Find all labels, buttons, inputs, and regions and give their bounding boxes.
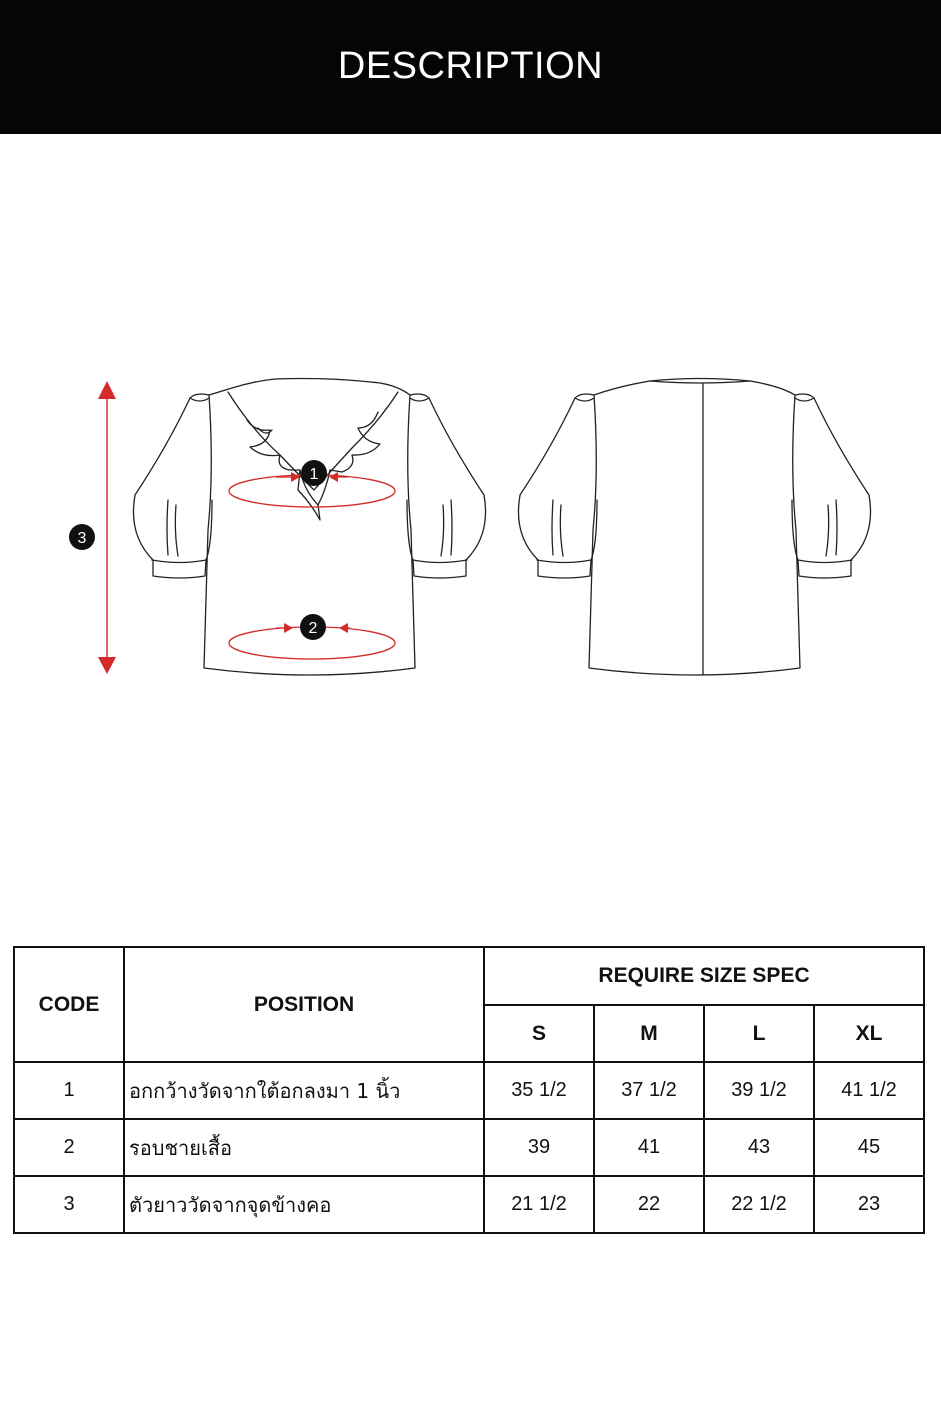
length-measure-line xyxy=(98,381,116,674)
size-spec-header: REQUIRE SIZE SPEC xyxy=(484,947,924,1005)
code-header: CODE xyxy=(14,947,124,1062)
row-position: รอบชายเสื้อ xyxy=(124,1119,484,1176)
value-xl: 23 xyxy=(814,1176,924,1233)
value-m: 37 1/2 xyxy=(594,1062,704,1119)
value-l: 39 1/2 xyxy=(704,1062,814,1119)
size-m-header: M xyxy=(594,1005,704,1062)
garment-measurement-diagram xyxy=(0,360,941,690)
table-header-row xyxy=(14,947,924,1005)
size-l-header: L xyxy=(704,1005,814,1062)
size-spec-table xyxy=(13,946,925,1234)
marker-2 xyxy=(300,614,326,640)
row-code: 2 xyxy=(14,1119,124,1176)
size-s-header: S xyxy=(484,1005,594,1062)
value-m: 41 xyxy=(594,1119,704,1176)
marker-1 xyxy=(301,460,327,486)
row-position: อกกว้างวัดจากใต้อกลงมา 1 นิ้ว xyxy=(124,1062,484,1119)
garment-back-drawing xyxy=(518,379,870,676)
row-code: 1 xyxy=(14,1062,124,1119)
table-row xyxy=(14,1062,924,1119)
row-position: ตัวยาววัดจากจุดข้างคอ xyxy=(124,1176,484,1233)
value-l: 43 xyxy=(704,1119,814,1176)
value-s: 39 xyxy=(484,1119,594,1176)
value-s: 21 1/2 xyxy=(484,1176,594,1233)
value-s: 35 1/2 xyxy=(484,1062,594,1119)
table-row xyxy=(14,1119,924,1176)
value-xl: 45 xyxy=(814,1119,924,1176)
table-row xyxy=(14,1176,924,1233)
row-code: 3 xyxy=(14,1176,124,1233)
svg-text:3: 3 xyxy=(77,530,87,547)
page-title: DESCRIPTION xyxy=(337,44,604,87)
position-header: POSITION xyxy=(124,947,484,1062)
size-spec-table-wrapper xyxy=(13,946,925,1234)
svg-text:2: 2 xyxy=(308,620,318,637)
value-xl: 41 1/2 xyxy=(814,1062,924,1119)
size-xl-header: XL xyxy=(814,1005,924,1062)
value-l: 22 1/2 xyxy=(704,1176,814,1233)
page-header xyxy=(0,0,941,134)
marker-3 xyxy=(69,524,95,550)
value-m: 22 xyxy=(594,1176,704,1233)
svg-text:1: 1 xyxy=(309,466,319,483)
